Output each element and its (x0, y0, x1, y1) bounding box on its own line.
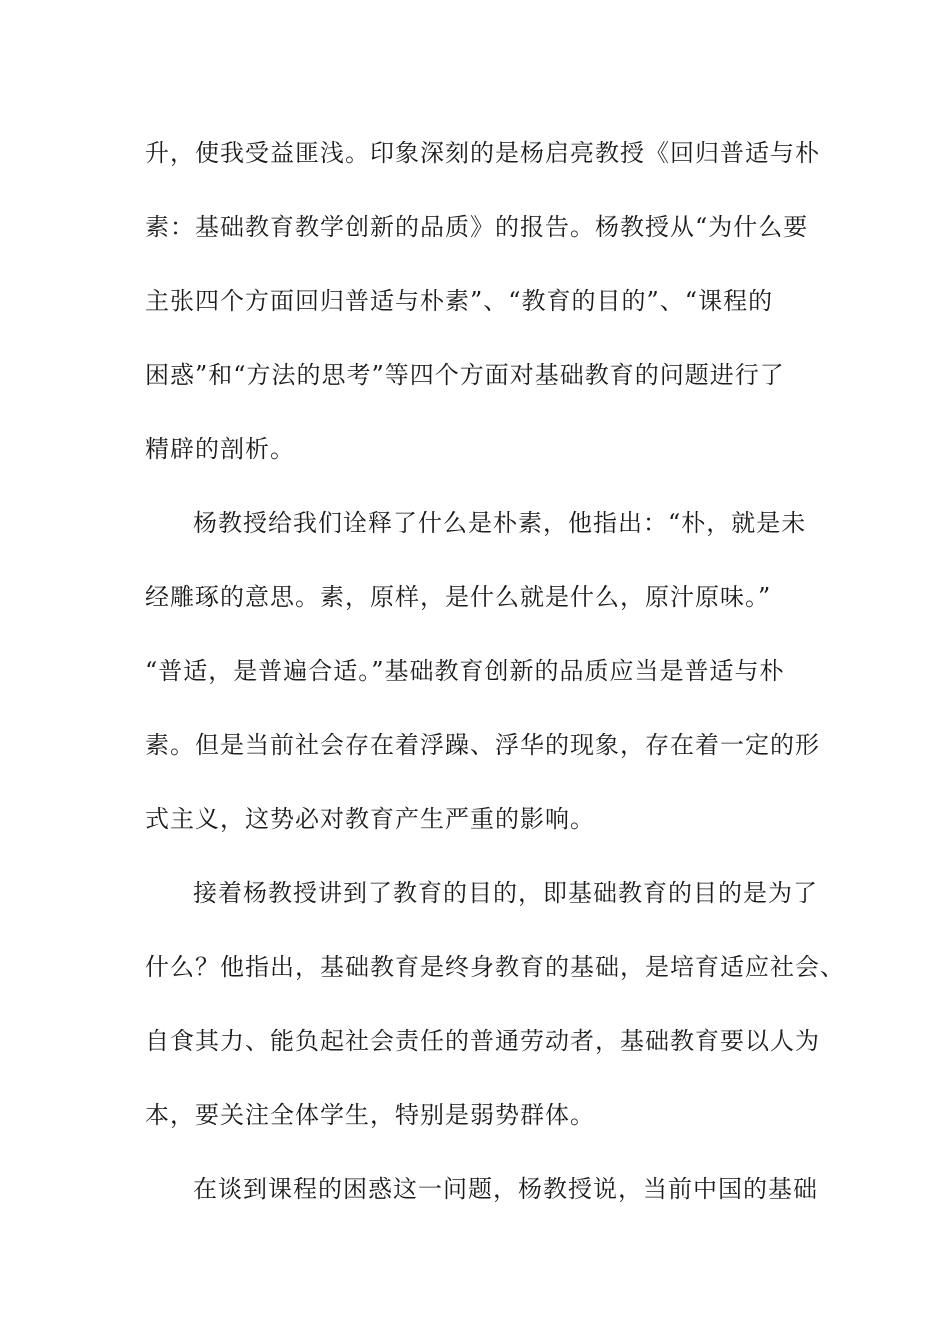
text-line: 素：基础教育教学创新的品质》的报告。杨教授从“为什么要 (145, 213, 809, 241)
text-line: 接着杨教授讲到了教育的目的，即基础教育的目的是为了 (193, 879, 818, 907)
text-line: 自食其力、能负起社会责任的普通劳动者，基础教育要以人为 (145, 1027, 820, 1055)
text-line: 经雕琢的意思。素，原样，是什么就是什么，原汁原味。” (145, 583, 772, 611)
text-line: 什么？他指出，基础教育是终身教育的基础，是培育适应社会、 (145, 953, 845, 981)
text-line: 杨教授给我们诠释了什么是朴素，他指出：“朴，就是未 (193, 509, 807, 537)
text-line: 本，要关注全体学生，特别是弱势群体。 (145, 1101, 595, 1129)
text-line: 升，使我受益匪浅。印象深刻的是杨启亮教授《回归普适与朴 (145, 139, 820, 167)
text-line: 困惑”和“方法的思考”等四个方面对基础教育的问题进行了 (145, 361, 785, 389)
text-line: 主张四个方面回归普适与朴素”、“教育的目的”、“课程的 (145, 287, 774, 315)
text-line: 精辟的剖析。 (145, 435, 295, 463)
text-line: 在谈到课程的困惑这一问题，杨教授说，当前中国的基础 (193, 1175, 818, 1203)
text-line: 素。但是当前社会存在着浮躁、浮华的现象，存在着一定的形 (145, 731, 820, 759)
text-line: 式主义，这势必对教育产生严重的影响。 (145, 805, 595, 833)
text-line: “普适，是普遍合适。”基础教育创新的品质应当是普适与朴 (145, 657, 785, 685)
